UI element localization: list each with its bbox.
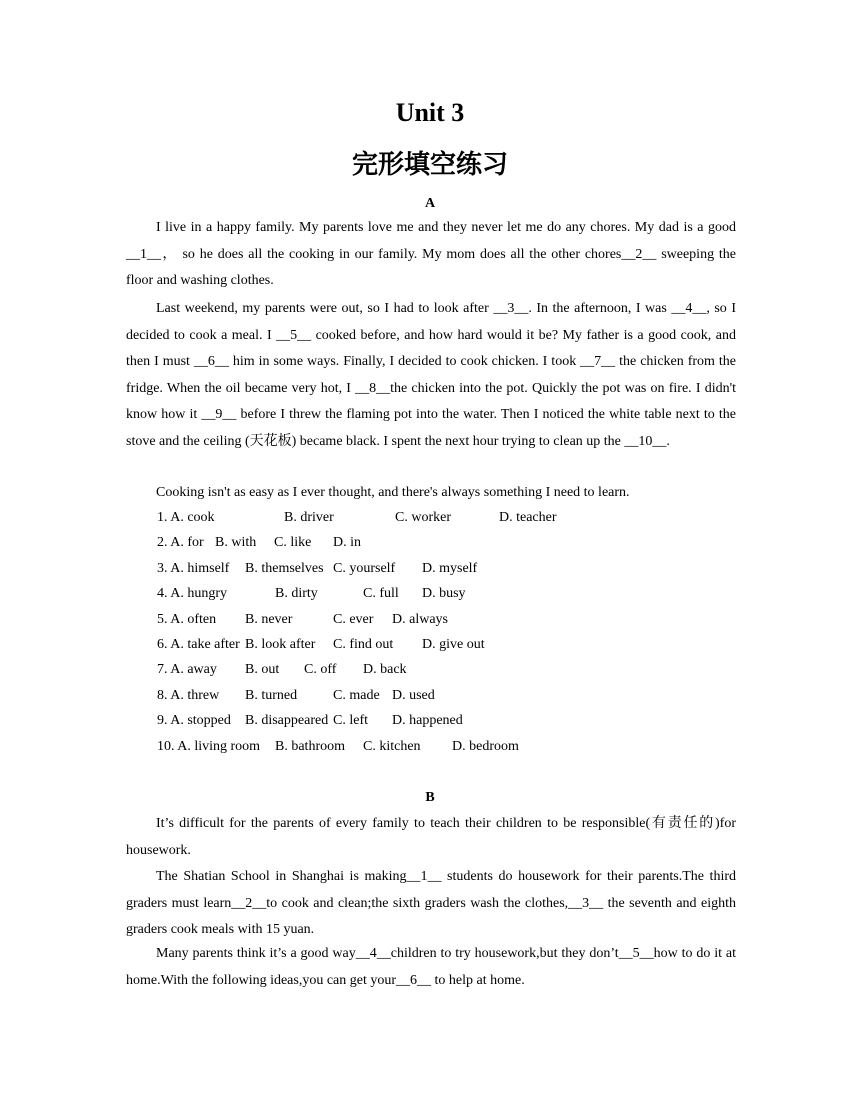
option-10-d: D. bedroom [452, 738, 519, 754]
option-7-d: D. back [363, 662, 407, 678]
option-5-b: B. never [245, 611, 293, 627]
option-6-b: B. look after [245, 637, 316, 652]
option-7-a: 7. A. away [157, 662, 217, 678]
option-5-d: D. always [392, 611, 448, 627]
option-9-b: B. disappeared [245, 713, 329, 729]
option-8-a: 8. A. threw [157, 687, 220, 703]
option-6-a: 6. A. take after [157, 637, 240, 652]
option-8-d: D. used [392, 687, 435, 703]
section-b-paragraph-3: Many parents think it’s a good way__4__children to try housework,but they don’t__5__how to do it at home.With the following ideas,you can get your__6__ to help at home. [126, 946, 736, 988]
option-7-c: C. off [304, 662, 337, 678]
option-9-c: C. left [333, 713, 368, 729]
page-title: Unit 3 [395, 98, 465, 127]
page-subtitle: 完形填空练习 [351, 150, 508, 180]
section-b-paragraph-1: It’s difficult for the parents of every family to teach their children to be responsible(有责任的)for housework. [126, 816, 736, 858]
section-a-paragraph-3: Cooking isn't as easy as I ever thought, and there's always something I need to learn. [156, 485, 630, 500]
option-10-c: C. kitchen [363, 738, 421, 754]
option-7-b: B. out [245, 662, 280, 678]
section-a-paragraph-1: I live in a happy family. My parents love me and they never let me do any chores. My dad is a good __1__， so he does all the cooking in our family. My mom does all the other chores__2__ sweeping the floor and washing clothes. [126, 220, 736, 288]
option-3-d: D. myself [422, 560, 478, 576]
option-2-c: C. like [274, 535, 312, 551]
option-1-b: B. driver [284, 510, 334, 525]
option-3-c: C. yourself [333, 560, 396, 576]
option-10-a: 10. A. living room [157, 738, 261, 754]
option-6-c: C. find out [333, 637, 394, 652]
section-a-label: A [424, 196, 436, 211]
option-6-d: D. give out [422, 637, 485, 652]
option-2-d: D. in [333, 535, 361, 551]
option-9-d: D. happened [392, 713, 463, 729]
option-8-c: C. made [333, 687, 380, 703]
option-9-a: 9. A. stopped [157, 713, 231, 729]
option-1-a: 1. A. cook [157, 510, 215, 525]
option-3-b: B. themselves [245, 560, 324, 576]
option-10-b: B. bathroom [275, 738, 345, 754]
section-b-paragraph-2: The Shatian School in Shanghai is making__1__ students do housework for their parents.The third graders must learn__2__to cook and clean;the sixth graders wash the clothes,__3__ the seventh and eighth graders cook meals with 15 yuan. [126, 869, 736, 937]
option-3-a: 3. A. himself [157, 560, 230, 576]
option-5-c: C. ever [333, 611, 374, 627]
option-4-d: D. busy [422, 586, 466, 602]
section-a-paragraph-2: Last weekend, my parents were out, so I had to look after __3__. In the afternoon, I was __4__, so I decided to cook a meal. I __5__ cooked before, and how hard would it be? My father is a good cook, and then I must __6__ him in some ways. Finally, I decided to cook chicken. I took __7__ the chicken from the fridge. When the oil became very hot, I __8__the chicken into the pot. Quickly the pot was on fire. I didn't know how it __9__ before I threw the flaming pot into the water. Then I noticed the white table next to the stove and the ceiling (天花板) became black. I spent the next hour trying to clean up the __10__. [126, 301, 736, 449]
option-4-b: B. dirty [275, 586, 318, 602]
option-2-a: 2. A. for [157, 535, 204, 551]
option-2-b: B. with [215, 535, 257, 551]
section-b-label: B [425, 790, 435, 805]
option-8-b: B. turned [245, 687, 298, 703]
option-5-a: 5. A. often [157, 611, 217, 627]
option-4-a: 4. A. hungry [157, 586, 227, 602]
option-4-c: C. full [363, 586, 399, 602]
option-1-c: C. worker [395, 510, 451, 525]
option-1-d: D. teacher [499, 510, 557, 525]
